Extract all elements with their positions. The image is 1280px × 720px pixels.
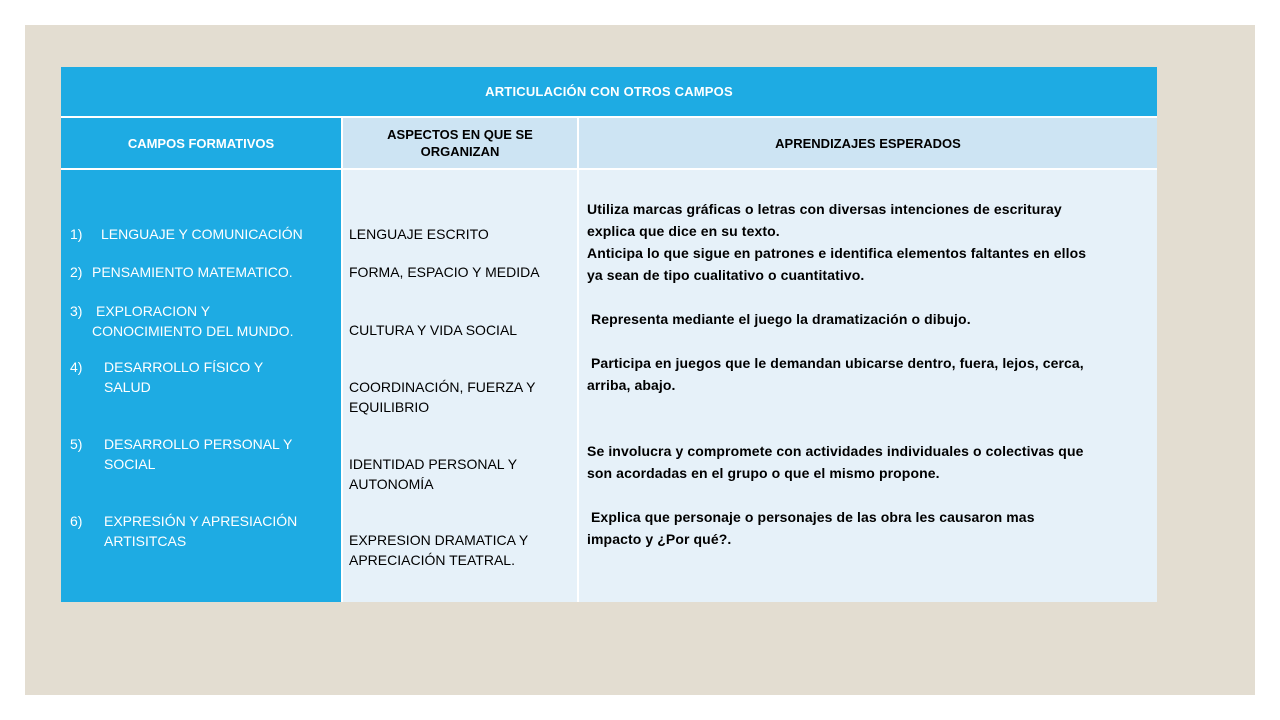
articulation-table: [61, 67, 1157, 602]
aspecto-item: CULTURA Y VIDA SOCIAL: [349, 322, 518, 338]
aprendizaje-item: Participa en juegos que le demandan ubicarse dentro, fuera, lejos, cerca, arriba, abajo.: [587, 355, 1084, 393]
aprendizajes-column: [579, 170, 1157, 602]
aspecto-item: FORMA, ESPACIO Y MEDIDA: [349, 264, 540, 280]
header-campos-formativos: CAMPOS FORMATIVOS: [61, 118, 341, 168]
aprendizaje-item: Se involucra y compromete con actividades individuales o colectivas que son acordadas en el grupo o que el mismo propone.: [587, 443, 1084, 481]
header-aspectos: ASPECTOS EN QUE SE ORGANIZAN: [343, 118, 577, 168]
aspecto-item: COORDINACIÓN, FUERZA Y EQUILIBRIO: [349, 379, 536, 415]
aspecto-item: LENGUAJE ESCRITO: [349, 226, 489, 242]
aprendizaje-item: Representa mediante el juego la dramatización o dibujo.: [587, 311, 971, 327]
aspecto-item: IDENTIDAD PERSONAL Y AUTONOMÍA: [349, 456, 518, 492]
header-aprendizajes: APRENDIZAJES ESPERADOS: [579, 118, 1157, 168]
table-title: ARTICULACIÓN CON OTROS CAMPOS: [61, 67, 1157, 116]
aprendizaje-item: Utiliza marcas gráficas o letras con diversas intenciones de escrituray explica que dice en su texto.: [587, 201, 1062, 239]
aprendizaje-item: Anticipa lo que sigue en patrones e identifica elementos faltantes en ellos ya sean de tipo cualitativo o cuantitativo.: [587, 245, 1087, 283]
aprendizaje-item: Explica que personaje o personajes de las obra les causaron mas impacto y ¿Por qué?.: [587, 509, 1035, 547]
aspecto-item: EXPRESION DRAMATICA Y APRECIACIÓN TEATRAL.: [349, 532, 529, 568]
campos-column: 1) LENGUAJE Y COMUNICACIÓN 2) PENSAMIENTO MATEMATICO. 3) EXPLORACION Y CONOCIMIENTO DEL MUNDO. 4) DESARROLLO FÍSICO Y SALUD 5) DESARROLLO PERSONAL Y SOCIAL 6) EXPRESIÓN Y APRESIACIÓN ARTISITCAS: [61, 170, 341, 602]
aspectos-column: [343, 170, 577, 602]
